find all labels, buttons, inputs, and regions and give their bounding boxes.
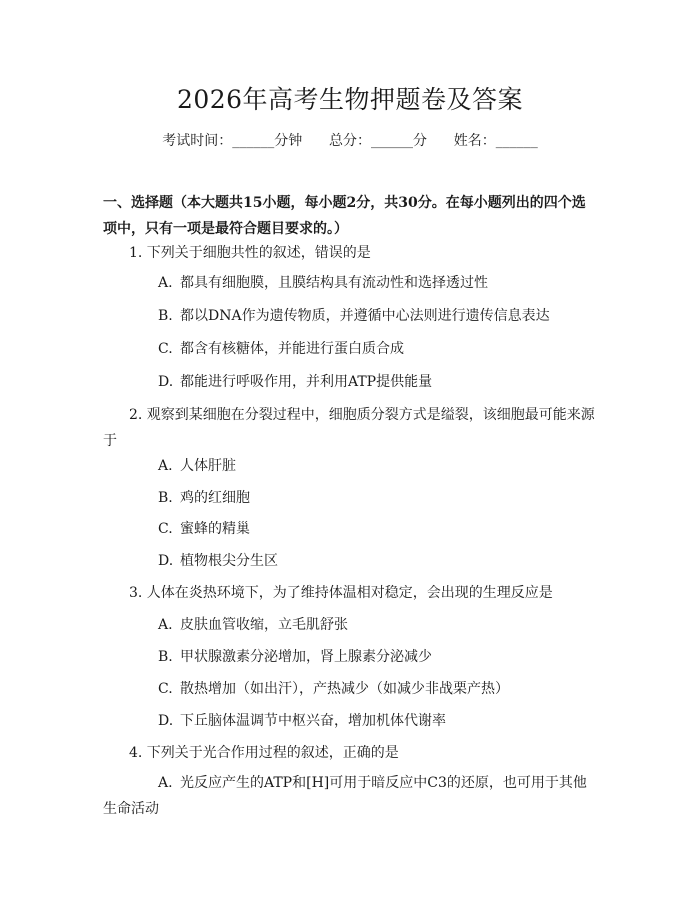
question-2-option-b: B. 鸡的红细胞: [158, 490, 250, 506]
question-2-option-d: D. 植物根尖分生区: [158, 553, 278, 569]
question-1-option-d: D. 都能进行呼吸作用，并利用ATP提供能量: [158, 374, 433, 390]
question-4-option-a: A. 光反应产生的ATP和[H]可用于暗反应中C3的还原，也可用于其他生命活动: [103, 775, 587, 817]
page-title: 2026年高考生物押题卷及答案: [176, 85, 524, 114]
exam-meta-line: 考试时间：______分钟 总分：______分 姓名：______: [162, 133, 538, 149]
question-2-option-c: C. 蜜蜂的精巢: [158, 521, 250, 537]
question-4-stem: 4. 下列关于光合作用过程的叙述，正确的是: [129, 745, 399, 761]
question-3-option-c: C. 散热增加（如出汗），产热减少（如减少非战栗产热）: [158, 681, 509, 697]
question-3-option-a: A. 皮肤血管收缩，立毛肌舒张: [158, 617, 348, 633]
question-1-stem: 1. 下列关于细胞共性的叙述，错误的是: [129, 245, 371, 261]
question-1-option-b: B. 都以DNA作为遗传物质，并遵循中心法则进行遗传信息表达: [158, 308, 550, 324]
question-2-stem: 2. 观察到某细胞在分裂过程中，细胞质分裂方式是缢裂，该细胞最可能来源于: [103, 407, 595, 449]
question-1-option-a: A. 都具有细胞膜，且膜结构具有流动性和选择透过性: [158, 275, 488, 291]
question-3-option-d: D. 下丘脑体温调节中枢兴奋，增加机体代谢率: [158, 713, 446, 729]
question-3-stem: 3. 人体在炎热环境下，为了维持体温相对稳定，会出现的生理反应是: [129, 585, 553, 601]
question-2-option-a: A. 人体肝脏: [158, 458, 236, 474]
question-3-option-b: B. 甲状腺激素分泌增加，肾上腺素分泌减少: [158, 649, 432, 665]
section-heading: 一、选择题（本大题共15小题，每小题2分，共30分。在每小题列出的四个选项中，只有一项是最符合题目要求的。）: [103, 195, 586, 237]
question-1-option-c: C. 都含有核糖体，并能进行蛋白质合成: [158, 341, 404, 357]
